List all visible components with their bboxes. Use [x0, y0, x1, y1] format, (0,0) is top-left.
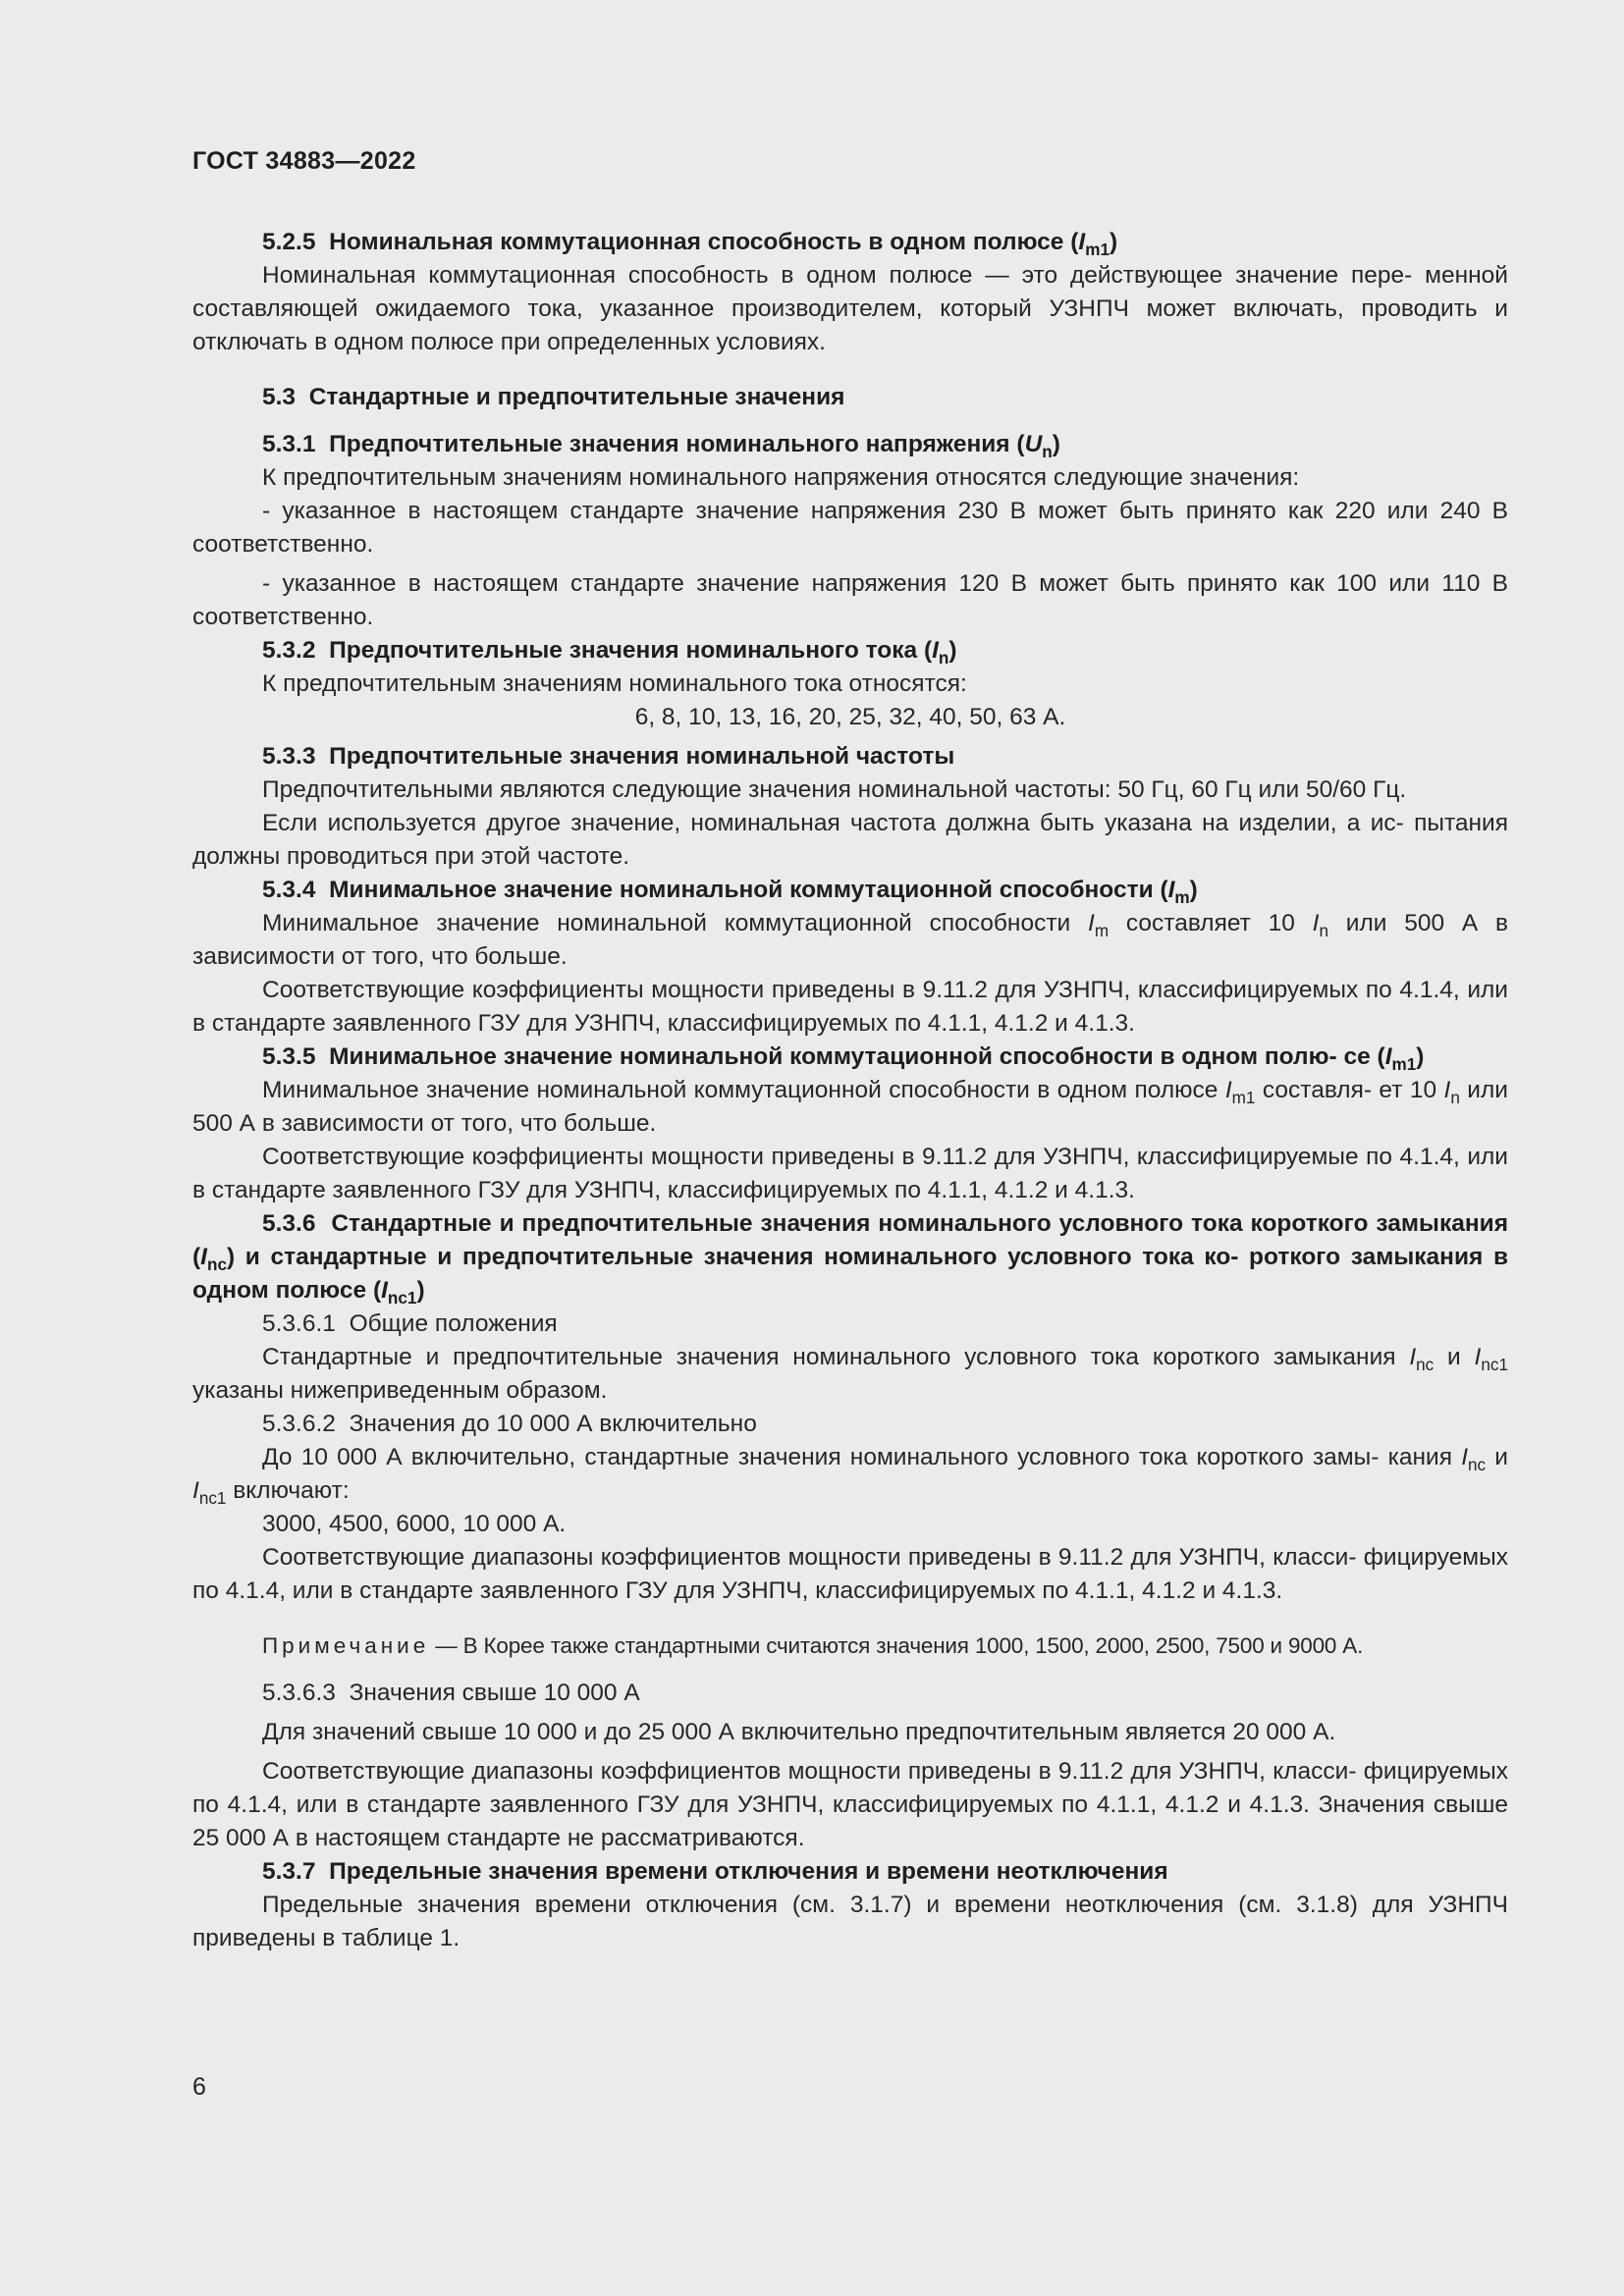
section-5-3-3-text-2: Если используется другое значение, номинальная частота должна быть указана на изделии, а ис- пытания должны проводиться при этой частоте.	[192, 810, 1508, 870]
page-body	[192, 226, 1508, 1955]
section-5-3-7-heading: 5.3.7 Предельные значения времени отключения и времени неотключения	[262, 1858, 1168, 1885]
section-5-3-6-1-text: Стандартные и предпочтительные значения номинального условного тока короткого замыкания $I_{nc}$ и $I_{nc1}$ указаны нижеприведенным образом.	[192, 1344, 1508, 1404]
section-5-3-6-2-heading: 5.3.6.2 Значения до 10 000 А включительно	[262, 1411, 757, 1437]
section-5-3-5-text-1: Минимальное значение номинальной коммутационной способности в одном полюсе $I_{m1}$ составля- ет 10 $I_n$ или 500 А в зависимости от того, что больше.	[192, 1077, 1508, 1137]
section-5-3-5-text-2: Соответствующие коэффициенты мощности приведены в 9.11.2 для УЗНПЧ, классифицируемые по 4.1.4, или в стандарте заявленного ГЗУ для УЗНПЧ, классифицируемых по 4.1.1, 4.1.2 и 4.1.3.	[192, 1144, 1508, 1203]
section-5-3-3-heading: 5.3.3 Предпочтительные значения номинальной частоты	[262, 743, 955, 770]
section-5-3-6-2-values: 3000, 4500, 6000, 10 000 А.	[262, 1511, 567, 1537]
section-5-3-4-text-1: Минимальное значение номинальной коммутационной способности $I_m$ составляет 10 $I_n$ или 500 А в зависимости от того, что больше.	[192, 910, 1508, 970]
section-5-3-6-3-text-1: Для значений свыше 10 000 и до 25 000 А включительно предпочтительным является 20 000 А.	[262, 1719, 1336, 1745]
section-5-3-2-values: 6, 8, 10, 13, 16, 20, 25, 32, 40, 50, 63 А.	[634, 704, 1066, 730]
section-5-3-6-2-text-2: Соответствующие диапазоны коэффициентов мощности приведены в 9.11.2 для УЗНПЧ, класси- фицируемых по 4.1.4, или в стандарте заявленного ГЗУ для УЗНПЧ, классифицируемых по 4.1.1, 4.1.2 и 4.1.3.	[192, 1544, 1508, 1604]
section-5-3-heading: 5.3 Стандартные и предпочтительные значения	[262, 384, 845, 410]
section-5-3-6-3-text-2: Соответствующие диапазоны коэффициентов мощности приведены в 9.11.2 для УЗНПЧ, класси- фицируемых по 4.1.4, или в стандарте заявленного ГЗУ для УЗНПЧ, классифицируемых по 4.1.1, 4.1.2 и 4.1.3. Значения свыше 25 000 А в настоящем стандарте не рассматриваются.	[192, 1758, 1508, 1851]
document-code: ГОСТ 34883—2022	[192, 147, 416, 175]
section-5-3-2-intro: К предпочтительным значениям номинального тока относятся:	[262, 670, 967, 697]
note-text: — В Корее также стандартными считаются значения 1000, 1500, 2000, 2500, 7500 и 9000 А.	[429, 1633, 1364, 1658]
section-5-3-6-1-heading: 5.3.6.1 Общие положения	[262, 1310, 558, 1337]
section-5-3-6-2-text-1: До 10 000 А включительно, стандартные значения номинального условного тока короткого замы- кания $I_{nc}$ и $I_{nc1}$ включают:	[192, 1444, 1508, 1508]
section-5-3-4-text-2: Соответствующие коэффициенты мощности приведены в 9.11.2 для УЗНПЧ, классифицируемых по 4.1.4, или в стандарте заявленного ГЗУ для УЗНПЧ, классифицируемых по 4.1.1, 4.1.2 и 4.1.3.	[192, 977, 1508, 1037]
section-5-3-1-item-1: - указанное в настоящем стандарте значение напряжения 230 В может быть принято как 220 или 240 В соответственно.	[192, 498, 1508, 558]
section-5-2-5-heading: 5.2.5 Номинальная коммутационная способность в одном полюсе $(I_{m1})$	[262, 229, 1118, 259]
section-5-3-7-text: Предельные значения времени отключения (см. 3.1.7) и времени неотключения (см. 3.1.8) для УЗНПЧ приведены в таблице 1.	[192, 1892, 1508, 1951]
section-5-3-6-heading: 5.3.6 Стандартные и предпочтительные значения номинального условного тока короткого замыкания $(I_{nc})$ и стандартные и предпочтительные значения номинального условного тока ко- роткого замыкания в одном полюсе $(I_{nc1})$	[192, 1210, 1508, 1308]
section-5-3-2-heading: 5.3.2 Предпочтительные значения номинального тока $(I_n)$	[262, 637, 957, 667]
note-label: Примечание	[262, 1633, 430, 1658]
page-number: 6	[192, 2073, 206, 2101]
section-5-2-5-text: Номинальная коммутационная способность в одном полюсе — это действующее значение пере- менной составляющей ожидаемого тока, указанное производителем, который УЗНПЧ может включать, проводить и отключать в одном полюсе при определенных условиях.	[192, 262, 1508, 355]
section-5-3-4-heading: 5.3.4 Минимальное значение номинальной коммутационной способности $(I_m)$	[262, 877, 1198, 907]
section-5-3-1-item-2: - указанное в настоящем стандарте значение напряжения 120 В может быть принято как 100 или 110 В соответственно.	[192, 570, 1508, 630]
section-5-3-5-heading: 5.3.5 Минимальное значение номинальной коммутационной способности в одном полю- се $(I_{m1})$	[262, 1043, 1425, 1074]
section-5-3-6-3-heading: 5.3.6.3 Значения свыше 10 000 А	[262, 1680, 640, 1706]
section-5-3-1-heading: 5.3.1 Предпочтительные значения номинального напряжения $(U_n)$	[262, 431, 1060, 461]
note	[192, 1629, 1508, 1663]
section-5-3-1-intro: К предпочтительным значениям номинального напряжения относятся следующие значения:	[262, 464, 1300, 491]
section-5-3-3-text-1: Предпочтительными являются следующие значения номинальной частоты: 50 Гц, 60 Гц или 50/60 Гц.	[262, 776, 1407, 803]
